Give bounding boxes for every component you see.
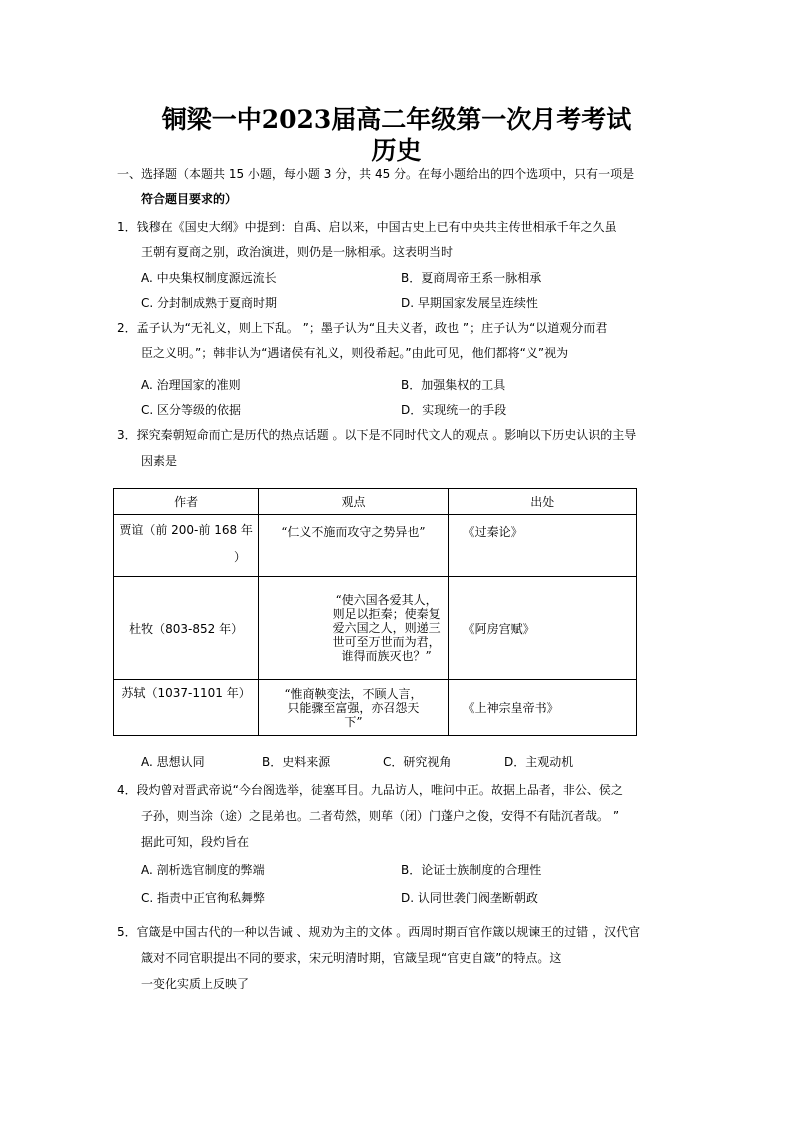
source-text: 《阿房宫赋》 — [462, 621, 535, 636]
subject-title: 历史 — [371, 136, 422, 165]
q4-stem-cont2: 据此可知，段灼旨在 — [141, 835, 250, 849]
exam-title: 铜梁一中2023届高二年级第一次月考考试 — [161, 105, 632, 134]
author-name: 苏轼（1037-1101 年） — [121, 686, 251, 700]
q3-stem-cont: 因素是 — [141, 454, 178, 468]
table-header-source: 出处 — [448, 489, 636, 515]
q2-option-b: B．加强集权的工具 — [401, 378, 506, 392]
view-text: “仁义不施而攻守之势异也” — [281, 525, 426, 539]
q4-option-c: C. 指责中正官徇私舞弊 — [141, 891, 266, 905]
q4-option-b: B．论证士族制度的合理性 — [401, 863, 542, 877]
q2-stem-cont: 臣之义明。”；韩非认为“遇诸侯有礼义，则役希起。”由此可见，他们都将“义”视为 — [141, 346, 569, 360]
author-name: 杜牧（803-852 年） — [129, 621, 244, 636]
q4-option-a: A. 剖析选官制度的弊端 — [141, 863, 265, 877]
source-cell — [448, 515, 636, 577]
view-cell — [259, 680, 448, 736]
table-header-row — [114, 489, 637, 515]
author-name-cont: ） — [234, 549, 247, 564]
q5-stem: 5．官箴是中国古代的一种以告诫 、规劝为主的文体 。西周时期百官作箴以规谏王的过错 ，汉代官 — [117, 925, 641, 939]
table-row — [114, 680, 637, 736]
q1-option-b: B．夏商周帝王系一脉相承 — [401, 271, 542, 285]
source-cell — [448, 577, 636, 680]
view-text: “惟商鞅变法，不顾人言，只能骤至富强，亦召怨天下” — [284, 686, 423, 729]
source-cell — [448, 680, 636, 736]
q3-option-a: A. 思想认同 — [141, 755, 205, 769]
view-text: “使六国各爱其人，则足以拒秦；使秦复爱六国之人，则递三世可至万世而为君，谁得而族灭也？” — [332, 593, 441, 663]
source-text: 《上神宗皇帝书》 — [462, 701, 559, 715]
q5-stem-cont: 箴对不同官职提出不同的要求，宋元明清时期，官箴呈现“官吏自箴”的特点。这 — [141, 951, 562, 965]
table-header-author: 作者 — [114, 489, 259, 515]
author-name: 贾谊（前 200-前 168 年 — [119, 522, 253, 537]
q4-option-d: D. 认同世袭门阀垄断朝政 — [401, 891, 538, 905]
section-instructions: 一、选择题（本题共 15 小题，每小题 3 分，共 45 分。在每小题给出的四个选项中，只有一项是 — [117, 167, 635, 181]
q2-option-d: D．实现统一的手段 — [401, 403, 507, 417]
q3-stem: 3．探究秦朝短命而亡是历代的热点话题 。以下是不同时代文人的观点 。影响以下历史认识的主导 — [117, 428, 637, 442]
q4-stem-cont: 子孙，则当涂（途）之昆弟也。二者苟然，则荜（闭）门蓬户之俊，安得不有陆沉者哉。 ” — [141, 809, 620, 823]
q1-option-c: C. 分封制成熟于夏商时期 — [141, 296, 278, 310]
q2-option-c: C. 区分等级的依据 — [141, 403, 242, 417]
q3-option-c: C．研究视角 — [383, 755, 452, 769]
q1-stem: 1．钱穆在《国史大纲》中提到：自禹、启以来，中国古史上已有中央共主传世相承千年之久虽 — [117, 220, 617, 234]
q3-option-b: B．史料来源 — [262, 755, 331, 769]
q3-option-d: D．主观动机 — [504, 755, 574, 769]
section-instructions-cont: 符合题目要求的） — [141, 192, 238, 206]
source-text: 《过秦论》 — [462, 525, 523, 539]
view-cell — [259, 577, 448, 680]
author-cell — [114, 680, 259, 736]
q1-option-a: A. 中央集权制度源远流长 — [141, 271, 277, 285]
table-row — [114, 515, 637, 577]
q5-stem-cont2: 一变化实质上反映了 — [141, 977, 250, 991]
table-header-view: 观点 — [259, 489, 448, 515]
author-cell — [114, 515, 259, 577]
table-row — [114, 577, 637, 680]
q1-stem-cont: 王朝有夏商之别，政治演进，则仍是一脉相承。这表明当时 — [141, 245, 454, 259]
view-cell — [259, 515, 448, 577]
viewpoints-table — [113, 488, 637, 736]
q4-stem: 4．段灼曾对晋武帝说“今台阁选举，徒塞耳目。九品访人，唯问中正。故据上品者，非公、侯之 — [117, 783, 623, 797]
q2-option-a: A. 治理国家的准则 — [141, 378, 241, 392]
q2-stem: 2．孟子认为“无礼义，则上下乱。 ”；墨子认为“且夫义者，政也 ”；庄子认为“以道观分而君 — [117, 321, 608, 335]
author-cell — [114, 577, 259, 680]
q1-option-d: D. 早期国家发展呈连续性 — [401, 296, 538, 310]
